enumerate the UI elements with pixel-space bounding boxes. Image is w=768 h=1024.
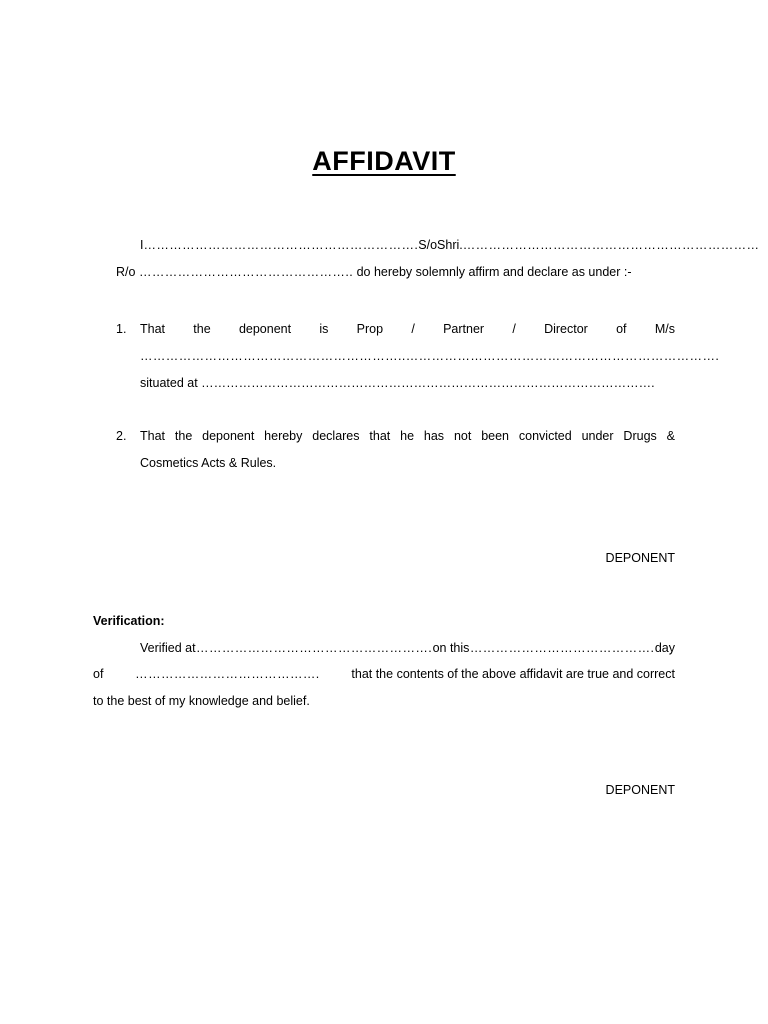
item-1-word: deponent	[238, 322, 292, 336]
intro-so: S/o	[418, 238, 438, 252]
item-1-word: That	[140, 322, 166, 336]
page-title	[0, 146, 768, 177]
deponent-label: DEPONENT	[605, 551, 675, 565]
item-1-word: Director	[544, 322, 588, 336]
day-text: day	[654, 641, 675, 655]
day-blank: …………………………………….	[469, 641, 655, 655]
firm-name-blank: ……………………………………………………..	[140, 349, 406, 363]
intro-shri: Shri.	[437, 238, 463, 252]
item-1-line-2	[140, 348, 720, 364]
place-blank: ……………………………………………….	[196, 641, 433, 655]
verification-line-1	[140, 640, 675, 656]
deponent-label: DEPONENT	[605, 783, 675, 797]
item-1-word: Prop	[356, 322, 384, 336]
item-1-word: /	[411, 322, 415, 336]
item-1-word: Partner	[443, 322, 485, 336]
item-1-word: of	[616, 322, 627, 336]
intro-ro: R/o	[116, 265, 136, 279]
verification-heading: Verification:	[93, 614, 165, 628]
father-name-blank: ……………………………………………………………	[462, 238, 760, 252]
on-this-text: on this	[432, 641, 470, 655]
intro-declare-text: do hereby solemnly affirm and declare as under :-	[356, 265, 632, 279]
intro-line-1	[140, 237, 760, 253]
verification-line-3: to the best of my knowledge and belief.	[93, 694, 310, 708]
name-blank: ……………………………………………………….	[143, 238, 419, 252]
verified-at-text: Verified at	[140, 641, 196, 655]
item-1-word: M/s	[654, 322, 675, 336]
item-1-word: is	[319, 322, 329, 336]
item-1-number: 1.	[116, 322, 127, 336]
item-2-line-2: Cosmetics Acts & Rules.	[140, 456, 277, 470]
address-blank: …………………………………………..	[138, 265, 354, 279]
item-2-line-1: That the deponent hereby declares that he has not been convicted under Drugs &	[140, 429, 675, 443]
verification-line-2	[93, 666, 675, 682]
firm-name-blank-2: ……………………………………………………………….	[405, 349, 720, 363]
intro-line-2	[116, 264, 632, 280]
item-1-word: the	[193, 322, 211, 336]
item-1-line-1	[140, 321, 675, 337]
verification-statement: that the contents of the above affidavit are true and correct	[351, 667, 675, 681]
intro-i: I	[140, 238, 144, 252]
item-1-line-3: situated at ……………………………………………………………………………………………….	[140, 376, 655, 390]
item-2-number: 2.	[116, 429, 127, 443]
title-text: AFFIDAVIT	[312, 146, 456, 176]
of-text: of	[93, 667, 104, 681]
item-1-word: /	[512, 322, 516, 336]
month-blank: …………………………………….	[135, 667, 320, 681]
